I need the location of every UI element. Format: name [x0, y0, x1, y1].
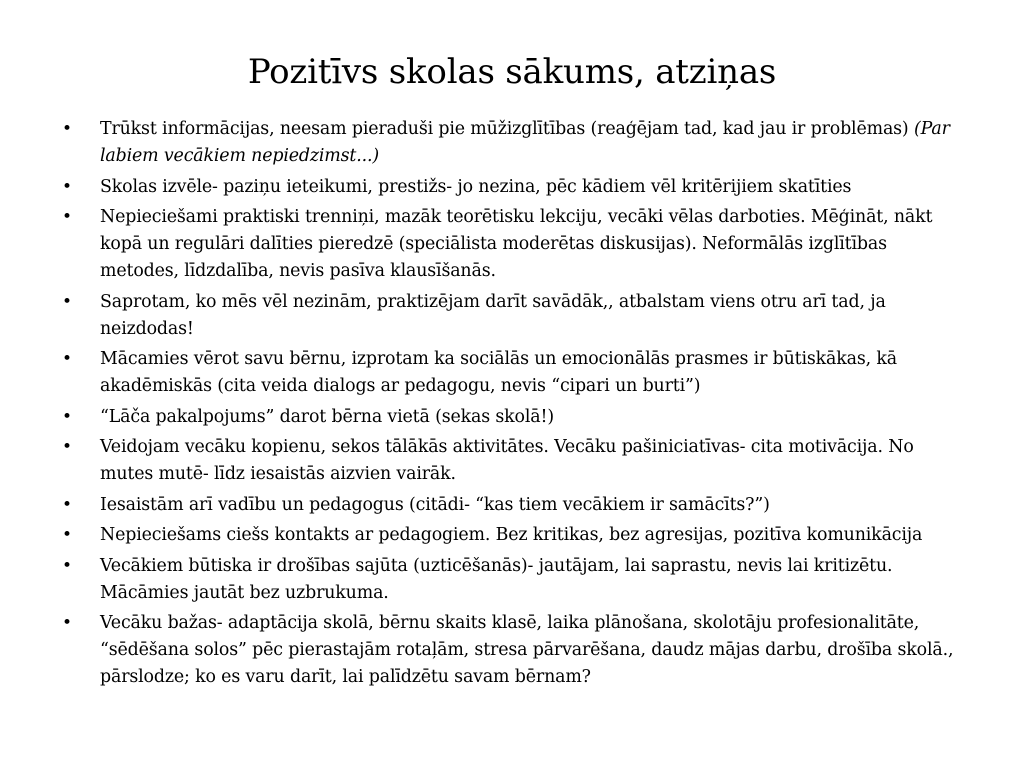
bullet-dot-icon: •	[62, 406, 72, 427]
bullet-text: Nepieciešams ciešs kontakts ar pedagogiem. Bez kritikas, bez agresijas, pozitīva komunikācija	[100, 525, 923, 545]
bullet-dot-icon: •	[62, 437, 72, 457]
bullet-text: Nepieciešami praktiski trenniņi, mazāk teorētisku lekciju, vecāki vēlas darboties. Mēģināt, nākt kopā un regulāri dalīties pieredzē (speciālista moderētas diskusijas). Neformālās izglītības metodes, līdzdalība, nevis pasīva klausīšanās.	[100, 207, 933, 281]
bullet-text: Skolas izvēle- paziņu ieteikumi, prestižs- jo nezina, pēc kādiem vēl kritērijiem skatīties	[100, 176, 852, 197]
bullet-dot-icon: •	[62, 555, 72, 576]
bullet-text: “Lāča pakalpojums” darot bērna vietā (sekas skolā!)	[100, 406, 554, 427]
bullet-text: Saprotam, ko mēs vēl nezinām, praktizējam darīt savādāk,, atbalstam viens otru arī tad, ja neizdodas!	[100, 291, 886, 339]
bullet-text: Mācamies vērot savu bērnu, izprotam ka sociālās un emocionālās prasmes ir būtiskākas, kā akadēmiskās (cita veida dialogs ar pedagogu, nevis “cipari un burti”)	[100, 349, 898, 396]
bullet-text: Vecākiem būtiska ir drošības sajūta (uzticēšanās)- jautājam, lai saprastu, nevis lai kritizētu. Mācāmies jautāt bez uzbrukuma.	[100, 555, 893, 603]
slide-title: Pozitīvs skolas sākums, atziņas	[247, 52, 777, 92]
bullet-item	[62, 174, 967, 201]
bullet-dot-icon: •	[62, 349, 72, 369]
bullet-dot-icon: •	[62, 176, 72, 197]
bullet-item	[62, 610, 967, 691]
bullet-item	[62, 204, 967, 285]
bullet-item	[62, 553, 967, 607]
bullet-dot-icon: •	[62, 207, 72, 227]
bullet-item	[62, 522, 967, 549]
bullet-text: Vecāku bažas- adaptācija skolā, bērnu skaits klasē, laika plānošana, skolotāju profesionalitāte, “sēdēšana solos” pēc pierastajām rotaļām, stresa pārvarēšana, daudz mājas darbu, drošība skolā., pārslodze; ko es varu darīt, lai palīdzētu savam bērnam?	[100, 613, 954, 687]
bullet-item	[62, 434, 967, 488]
bullet-dot-icon: •	[62, 613, 72, 633]
bullet-text: Iesaistām arī vadību un pedagogus (citādi- “kas tiem vecākiem ir samācīts?”)	[100, 494, 770, 515]
bullet-item	[62, 289, 967, 343]
bullet-item	[62, 116, 967, 170]
bullet-text: Trūkst informācijas, neesam pieraduši pie mūžizglītības (reaģējam tad, kad jau ir problēmas)	[100, 119, 909, 139]
bullet-dot-icon: •	[62, 291, 72, 312]
bullet-italic-text: (Par labiem vecākiem nepiedzimst...)	[100, 119, 950, 166]
bullet-dot-icon: •	[62, 494, 72, 515]
bullet-item	[62, 346, 967, 400]
bullet-list	[62, 116, 967, 695]
bullet-item	[62, 492, 967, 519]
bullet-dot-icon: •	[62, 119, 72, 139]
bullet-text: Veidojam vecāku kopienu, sekos tālākās aktivitātes. Vecāku pašiniciatīvas- cita motivācija. No mutes mutē- līdz iesaistās aizvien vairāk.	[100, 437, 914, 484]
bullet-item	[62, 404, 967, 431]
bullet-dot-icon: •	[62, 525, 72, 545]
